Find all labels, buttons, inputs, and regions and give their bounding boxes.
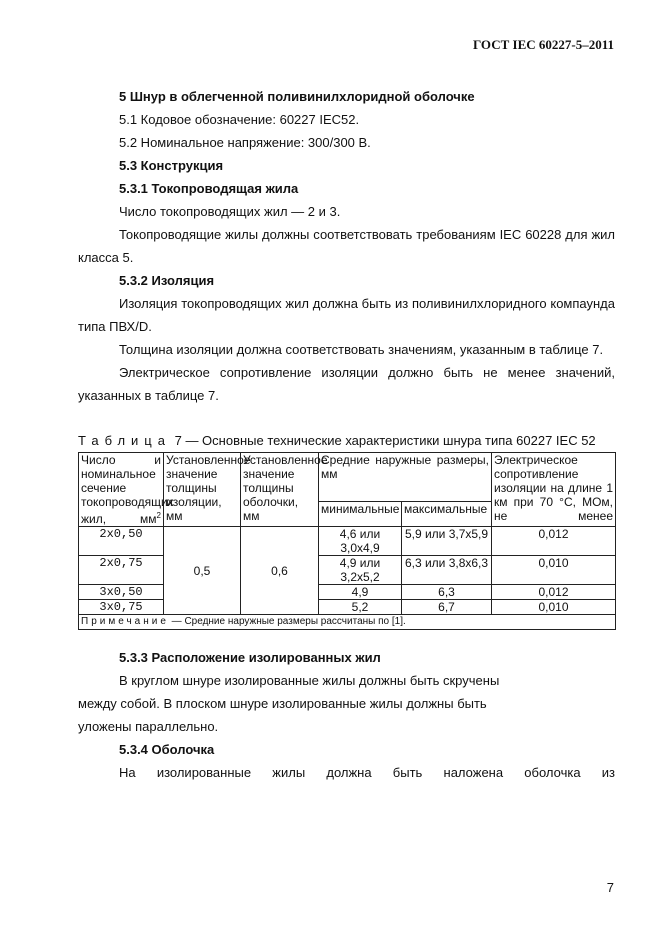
conductor-requirement: Токопроводящие жилы должны соответствовать требованиям IEC 60228 для жил класса 5. [78, 227, 615, 265]
cell-max: 6,3 или 3,8x6,3 [402, 556, 492, 585]
header-conductors: Число и номинальное сечение токопроводящих жил, $мм^2$ [79, 453, 164, 527]
table-note-text: — Средние наружные размеры рассчитаны по [1]. [168, 616, 406, 627]
header-resistance: Электрическое сопротивление изоляции на длине 1 км при 70 °С, МОм, не менее [492, 453, 616, 527]
code-designation: 5.1 Кодовое обозначение: 60227 IEC52. [119, 112, 360, 127]
header-sheath-thickness: Установленное значение толщины оболочки, мм [241, 453, 319, 527]
header-outer-dimensions: Средние наружные размеры, мм [319, 453, 492, 502]
cell-resistance: 0,010 [492, 600, 616, 615]
table-caption-word: Таблица [78, 433, 171, 448]
cell-resistance: 0,012 [492, 527, 616, 556]
header-insulation-thickness: Установленное значение толщины изоляции, мм [164, 453, 241, 527]
table-row [79, 556, 616, 585]
cell-section: 3x0,50 [79, 585, 164, 600]
section-title: 5 Шнур в облегченной поливинилхлоридной оболочке [119, 89, 475, 104]
arrangement-line-3: уложены параллельно. [78, 719, 219, 734]
standard-header: ГОСТ IEC 60227-5–2011 [472, 37, 614, 52]
construction-title: 5.3 Конструкция [119, 158, 224, 173]
arrangement-line-2: между собой. В плоском шнуре изолированные жилы должны быть [78, 696, 487, 711]
page-content [78, 85, 615, 784]
table-7 [78, 452, 616, 630]
insulation-title: 5.3.2 Изоляция [119, 273, 215, 288]
cell-min: 4,6 или 3,0x4,9 [319, 527, 402, 556]
sheath-title: 5.3.4 Оболочка [119, 742, 215, 757]
header-min: минимальные [319, 501, 402, 526]
header-max: максимальные [402, 501, 492, 526]
table-row [79, 527, 616, 556]
table-caption-text: 7 — Основные технические характеристики шнура типа 60227 IEC 52 [170, 433, 596, 448]
cell-section: 2x0,75 [79, 556, 164, 585]
cell-min: 5,2 [319, 600, 402, 615]
conductor-title: 5.3.1 Токопроводящая жила [119, 181, 299, 196]
table-caption [78, 429, 615, 452]
cell-min: 4,9 или 3,2x5,2 [319, 556, 402, 585]
insulation-thickness-text: Толщина изоляции должна соответствовать значениям, указанным в таблице 7. [119, 342, 604, 357]
cell-max: 6,7 [402, 600, 492, 615]
cell-sheath-thickness: 0,6 [241, 527, 319, 615]
table-row [79, 585, 616, 600]
cell-insulation-thickness: 0,5 [164, 527, 241, 615]
table-note [79, 615, 616, 630]
cell-resistance: 0,012 [492, 585, 616, 600]
cell-max: 6,3 [402, 585, 492, 600]
arrangement-title: 5.3.3 Расположение изолированных жил [119, 650, 381, 665]
cell-section: 2x0,50 [79, 527, 164, 556]
sheath-line: На изолированные жилы должна быть наложена оболочка из [119, 765, 615, 780]
cell-max: 5,9 или 3,7x5,9 [402, 527, 492, 556]
cell-resistance: 0,010 [492, 556, 616, 585]
cell-min: 4,9 [319, 585, 402, 600]
page-number: 7 [606, 880, 614, 895]
arrangement-line-1: В круглом шнуре изолированные жилы должны быть скручены [119, 673, 500, 688]
conductor-count: Число токопроводящих жил — 2 и 3. [119, 204, 341, 219]
cell-section: 3x0,75 [79, 600, 164, 615]
insulation-resistance-text: Электрическое сопротивление изоляции должно быть не менее значений, указанных в таблице 7. [78, 365, 615, 403]
table-note-word: Примечание [81, 616, 169, 627]
insulation-material: Изоляция токопроводящих жил должна быть из поливинилхлоридного компаунда типа ПВХ/D. [78, 296, 615, 334]
table-row [79, 600, 616, 615]
rated-voltage: 5.2 Номинальное напряжение: 300/300 В. [119, 135, 371, 150]
